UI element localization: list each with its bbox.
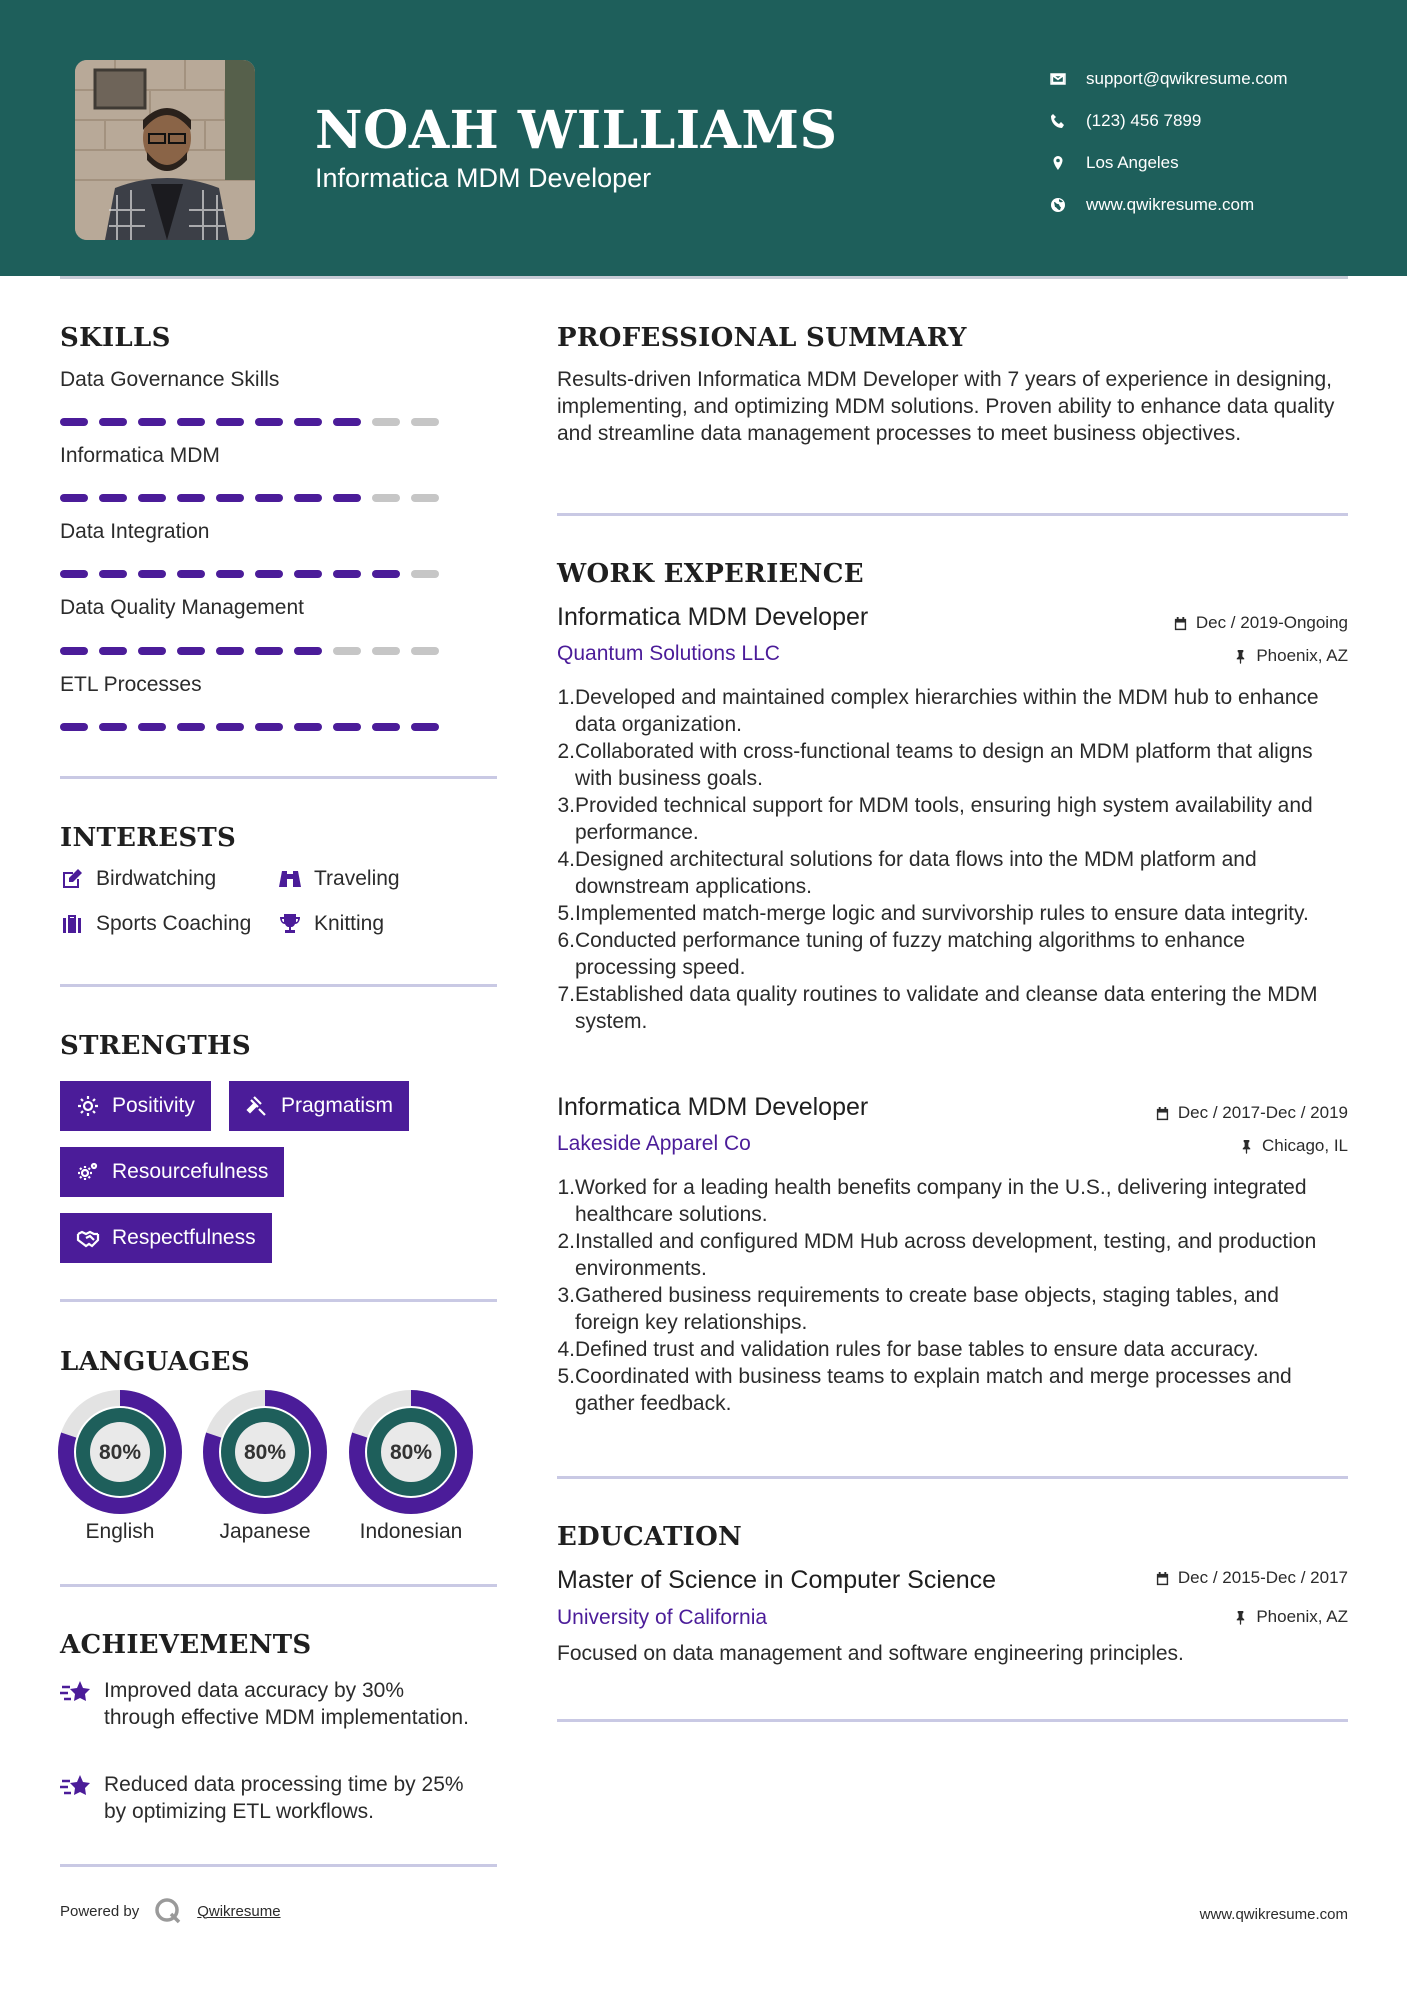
rating-dot-empty: [411, 647, 439, 655]
achievement-text: Reduced data processing time by 25% by optimizing ETL workflows.: [104, 1773, 464, 1823]
strength-tag: [60, 1213, 272, 1263]
rating-dot-filled: [372, 570, 400, 578]
map-pin-icon: [1050, 155, 1086, 171]
job-location-text: Phoenix, AZ: [1256, 646, 1348, 665]
rating-dot-filled: [216, 723, 244, 731]
language-gauge: [203, 1390, 327, 1514]
skill-label: ETL Processes: [60, 673, 202, 696]
rating-dot-empty: [411, 570, 439, 578]
interest-label: Knitting: [314, 912, 385, 935]
list-item: 3. Provided technical support for MDM tools, ensuring high system availability and performance.: [557, 792, 1348, 846]
bullet-text: Coordinated with business teams to explain match and merge processes and gather feedback.: [575, 1365, 1292, 1415]
candidate-role: Informatica MDM Developer: [315, 163, 652, 193]
job-bullets: [557, 1174, 1348, 1417]
skill-rating: [60, 418, 439, 426]
rating-dot-filled: [255, 723, 283, 731]
skill-label: Data Governance Skills: [60, 368, 280, 391]
pushpin-icon: [1233, 649, 1248, 664]
bullet-text: Installed and configured MDM Hub across development, testing, and production environments.: [575, 1230, 1317, 1280]
language-name: English: [85, 1520, 155, 1543]
bullet-text: Conducted performance tuning of fuzzy matching algorithms to enhance processing speed.: [575, 929, 1246, 979]
briefcase-icon: [60, 912, 84, 936]
rating-dot-filled: [294, 647, 322, 655]
language-gauge: [58, 1390, 182, 1514]
rating-dot-filled: [99, 494, 127, 502]
interests-heading: INTERESTS: [60, 823, 237, 853]
rating-dot-filled: [216, 647, 244, 655]
language-name: Indonesian: [359, 1520, 463, 1543]
list-item: 4. Defined trust and validation rules for base tables to ensure data accuracy.: [557, 1338, 1259, 1361]
rating-dot-filled: [372, 723, 400, 731]
strength-tag: [229, 1081, 409, 1131]
rating-dot-filled: [294, 494, 322, 502]
calendar-icon: [1155, 1106, 1170, 1121]
rating-dot-filled: [99, 570, 127, 578]
rating-dot-filled: [255, 418, 283, 426]
rating-dot-empty: [372, 418, 400, 426]
footer-powered-by: [60, 1896, 281, 1926]
rating-dot-filled: [60, 418, 88, 426]
language-item: [349, 1390, 473, 1544]
bullet-text: Defined trust and validation rules for base tables to ensure data accuracy.: [575, 1338, 1259, 1361]
trophy-icon: [278, 912, 302, 936]
contact-email-text: support@qwikresume.com: [1086, 69, 1288, 88]
summary-heading: PROFESSIONAL SUMMARY: [557, 323, 967, 353]
achievements-heading: ACHIEVEMENTS: [60, 1630, 312, 1660]
contact-phone[interactable]: [1050, 100, 1288, 142]
contact-website[interactable]: [1050, 184, 1288, 226]
candidate-name: NOAH WILLIAMS: [315, 100, 838, 161]
rating-dot-filled: [255, 494, 283, 502]
skill-label: Informatica MDM: [60, 444, 220, 467]
pencil-square-icon: [60, 867, 84, 891]
rating-dot-filled: [99, 647, 127, 655]
list-item: 3. Gathered business requirements to create base objects, staging tables, and foreign key relationships.: [557, 1282, 1348, 1336]
rating-dot-empty: [372, 494, 400, 502]
education-dates-text: Dec / 2015-Dec / 2017: [1177, 1568, 1348, 1587]
list-item: 1. Worked for a leading health benefits company in the U.S., delivering integrated healthcare solutions.: [557, 1174, 1348, 1228]
language-item: [58, 1390, 182, 1544]
globe-icon: [1050, 197, 1086, 213]
rating-dot-filled: [177, 570, 205, 578]
resume-header: [0, 0, 1407, 276]
rating-dot-filled: [138, 723, 166, 731]
section-divider: [557, 513, 1348, 516]
job-location: [1239, 1136, 1348, 1156]
rating-dot-filled: [60, 723, 88, 731]
section-divider: [60, 1864, 497, 1867]
skill-rating: [60, 570, 439, 578]
pushpin-icon: [1239, 1139, 1254, 1154]
degree-title: Master of Science in Computer Science: [557, 1566, 997, 1594]
interest-label: Traveling: [314, 867, 400, 890]
bullet-text: Developed and maintained complex hierarchies within the MDM hub to enhance data organization.: [575, 686, 1319, 736]
language-percent: 80%: [243, 1441, 287, 1464]
rating-dot-empty: [411, 418, 439, 426]
brand-link[interactable]: Qwikresume: [197, 1902, 281, 1920]
language-percent: 80%: [98, 1441, 142, 1464]
rating-dot-filled: [99, 723, 127, 731]
education-heading: EDUCATION: [557, 1522, 743, 1552]
rating-dot-filled: [177, 494, 205, 502]
rating-dot-filled: [99, 418, 127, 426]
interest-label: Sports Coaching: [96, 912, 252, 935]
rating-dot-filled: [333, 418, 361, 426]
rating-dot-filled: [333, 723, 361, 731]
rating-dot-filled: [255, 647, 283, 655]
profile-photo: [75, 60, 255, 240]
summary-text: Results-driven Informatica MDM Developer with 7 years of experience in designing, implementing, and optimizing MDM solutions. Proven ability to enhance data quality and streamline data management processes to meet business objectives.: [557, 368, 1335, 445]
list-item: 5. Coordinated with business teams to explain match and merge processes and gather feedback.: [557, 1363, 1348, 1417]
contact-email[interactable]: [1050, 58, 1288, 100]
job-title: Informatica MDM Developer: [557, 603, 869, 631]
job-dates: [1155, 1103, 1348, 1123]
powered-by-label: Powered by: [60, 1902, 140, 1920]
section-divider: [60, 984, 497, 987]
rating-dot-filled: [138, 494, 166, 502]
skills-heading: SKILLS: [60, 323, 171, 353]
rating-dot-empty: [411, 494, 439, 502]
interest-item: [278, 912, 384, 936]
contact-location-text: Los Angeles: [1086, 153, 1179, 172]
rating-dot-filled: [177, 723, 205, 731]
handshake-icon: [76, 1226, 100, 1250]
interest-label: Birdwatching: [96, 867, 217, 890]
bullet-text: Worked for a leading health benefits company in the U.S., delivering integrated healthcare solutions.: [575, 1176, 1307, 1226]
rating-dot-filled: [177, 418, 205, 426]
rating-dot-filled: [255, 570, 283, 578]
shooting-star-icon: [60, 1773, 92, 1801]
contact-website-text: www.qwikresume.com: [1086, 195, 1255, 214]
education-location: [1233, 1607, 1348, 1627]
job-bullets: [557, 684, 1348, 1035]
qwikresume-logo-icon: [153, 1896, 183, 1926]
education-description: Focused on data management and software engineering principles.: [557, 1642, 1184, 1665]
bullet-text: Provided technical support for MDM tools, ensuring high system availability and performance.: [575, 794, 1313, 844]
rating-dot-filled: [138, 647, 166, 655]
language-gauge: [349, 1390, 473, 1514]
interest-item: [278, 867, 400, 891]
strengths-heading: STRENGTHS: [60, 1031, 251, 1061]
rating-dot-filled: [411, 723, 439, 731]
pushpin-icon: [1233, 1610, 1248, 1625]
bullet-text: Collaborated with cross-functional teams to design an MDM platform that aligns with business goals.: [575, 740, 1313, 790]
list-item: 5. Implemented match-merge logic and survivorship rules to ensure data integrity.: [557, 902, 1309, 925]
list-item: 2. Installed and configured MDM Hub across development, testing, and production environments.: [557, 1228, 1348, 1282]
experience-heading: WORK EXPERIENCE: [557, 559, 864, 589]
rating-dot-filled: [216, 494, 244, 502]
rating-dot-filled: [60, 647, 88, 655]
skill-rating: [60, 494, 439, 502]
rating-dot-filled: [333, 494, 361, 502]
gavel-icon: [245, 1094, 269, 1118]
list-item: 7. Established data quality routines to validate and cleanse data entering the MDM system.: [557, 981, 1348, 1035]
strength-tag: [60, 1081, 211, 1131]
job-location-text: Chicago, IL: [1262, 1136, 1348, 1155]
rating-dot-filled: [216, 418, 244, 426]
language-name: Japanese: [219, 1520, 311, 1543]
rating-dot-filled: [294, 570, 322, 578]
strength-label: Resourcefulness: [112, 1160, 269, 1183]
section-divider: [60, 776, 497, 779]
envelope-icon: [1050, 71, 1086, 87]
rating-dot-filled: [138, 418, 166, 426]
rating-dot-empty: [333, 647, 361, 655]
school-name: University of California: [557, 1606, 768, 1629]
list-item: 6. Conducted performance tuning of fuzzy matching algorithms to enhance processing speed.: [557, 927, 1348, 981]
gear-icon: [76, 1094, 100, 1118]
achievement-text: Improved data accuracy by 30% through effective MDM implementation.: [104, 1679, 469, 1729]
rating-dot-filled: [177, 647, 205, 655]
skill-label: Data Integration: [60, 520, 210, 543]
education-dates: [1155, 1568, 1348, 1588]
strength-tag: [60, 1147, 284, 1197]
bullet-text: Implemented match-merge logic and survivorship rules to ensure data integrity.: [575, 902, 1309, 925]
job-dates-text: Dec / 2019-Ongoing: [1195, 613, 1348, 632]
company-name: Lakeside Apparel Co: [557, 1132, 751, 1155]
language-item: [203, 1390, 327, 1544]
list-item: 4. Designed architectural solutions for data flows into the MDM platform and downstream applications.: [557, 846, 1348, 900]
job-dates: [1173, 613, 1348, 633]
rating-dot-empty: [372, 647, 400, 655]
contact-phone-text: (123) 456 7899: [1086, 111, 1202, 130]
rating-dot-filled: [138, 570, 166, 578]
rating-dot-filled: [294, 723, 322, 731]
strength-label: Pragmatism: [281, 1094, 394, 1117]
rating-dot-filled: [216, 570, 244, 578]
rating-dot-filled: [333, 570, 361, 578]
language-percent: 80%: [389, 1441, 433, 1464]
education-location-text: Phoenix, AZ: [1256, 1607, 1348, 1626]
interest-item: [60, 912, 251, 936]
skill-rating: [60, 647, 439, 655]
section-divider: [557, 1719, 1348, 1722]
list-item: 2. Collaborated with cross-functional teams to design an MDM platform that aligns with business goals.: [557, 738, 1348, 792]
shooting-star-icon: [60, 1679, 92, 1707]
section-divider: [557, 1476, 1348, 1479]
section-divider: [60, 1584, 497, 1587]
gears-icon: [76, 1160, 100, 1184]
calendar-icon: [1173, 616, 1188, 631]
footer-website[interactable]: www.qwikresume.com: [1199, 1906, 1348, 1923]
languages-heading: LANGUAGES: [60, 1347, 250, 1377]
list-item: 1. Developed and maintained complex hierarchies within the MDM hub to enhance data organization.: [557, 684, 1348, 738]
skill-rating: [60, 723, 439, 731]
achievement-item: [60, 1677, 480, 1731]
strength-label: Positivity: [112, 1094, 195, 1117]
strength-label: Respectfulness: [112, 1226, 256, 1249]
interest-item: [60, 867, 216, 891]
bullet-text: Designed architectural solutions for data flows into the MDM platform and downstream applications.: [575, 848, 1257, 898]
company-name: Quantum Solutions LLC: [557, 642, 780, 665]
achievement-item: [60, 1771, 480, 1825]
rating-dot-filled: [294, 418, 322, 426]
calendar-icon: [1155, 1571, 1170, 1586]
contact-list: [1050, 58, 1288, 226]
contact-location: [1050, 142, 1288, 184]
bullet-text: Gathered business requirements to create base objects, staging tables, and foreign key relationships.: [575, 1284, 1279, 1334]
job-title: Informatica MDM Developer: [557, 1093, 869, 1121]
section-divider: [60, 1299, 497, 1302]
rating-dot-filled: [60, 570, 88, 578]
job-dates-text: Dec / 2017-Dec / 2019: [1177, 1103, 1348, 1122]
skill-label: Data Quality Management: [60, 596, 304, 619]
rating-dot-filled: [60, 494, 88, 502]
phone-icon: [1050, 113, 1086, 129]
bullet-text: Established data quality routines to validate and cleanse data entering the MDM system.: [575, 983, 1318, 1033]
job-location: [1233, 646, 1348, 666]
header-divider: [60, 276, 1348, 279]
binoculars-icon: [278, 867, 302, 891]
